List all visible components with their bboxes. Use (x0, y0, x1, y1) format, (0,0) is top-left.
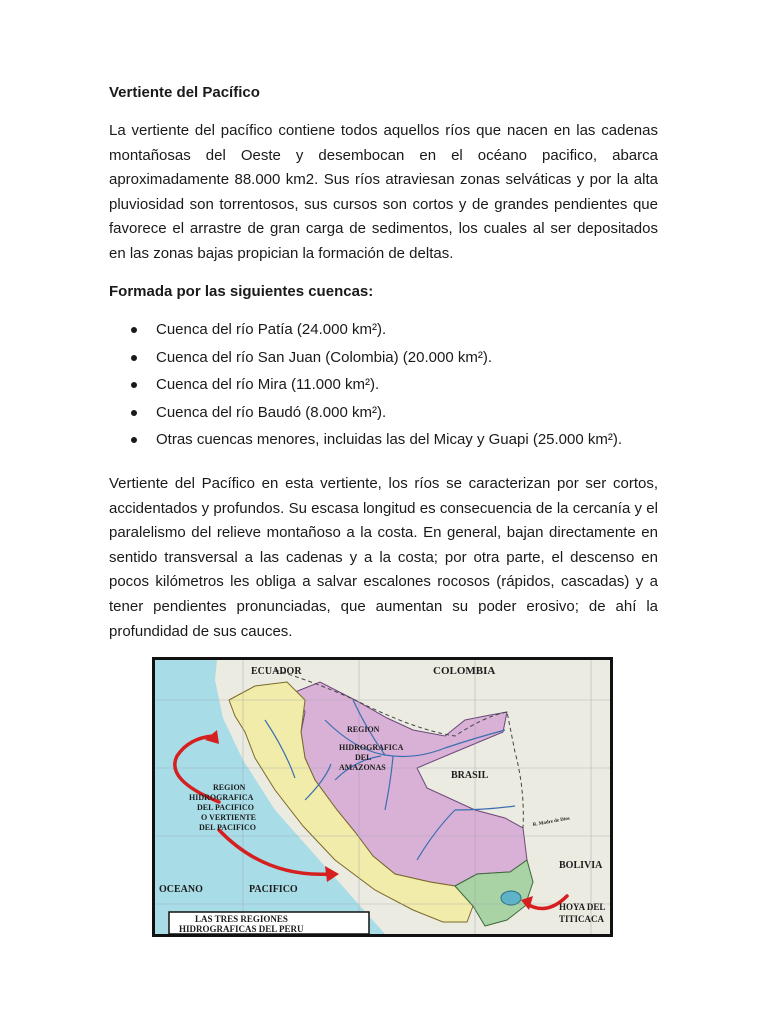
pacific-line-2: HIDROGRAFICA (189, 793, 254, 802)
pacific-line-5: DEL PACIFICO (199, 823, 256, 832)
list-item-text: Cuenca del río Baudó (8.000 km²). (156, 403, 387, 421)
pacific-line-3: DEL PACIFICO (197, 803, 254, 812)
list-item (130, 348, 670, 376)
list-item (130, 403, 670, 431)
list-item (130, 375, 670, 403)
label-ecuador: ECUADOR (251, 666, 302, 677)
amazon-line-2: HIDROGRAFICA (339, 743, 404, 752)
list-item (130, 430, 670, 458)
list-item-text: Otras cuencas menores, incluidas las del Micay y Guapi (25.000 km²). (156, 431, 623, 448)
label-pacifico: PACIFICO (249, 884, 298, 895)
basins-heading: Formada por las siguientes cuencas: (109, 283, 374, 300)
caption-line-1: LAS TRES REGIONES (195, 914, 288, 924)
basins-list (130, 320, 670, 458)
closing-paragraph: Vertiente del Pacífico en esta vertiente, los ríos se caracterizan por ser cortos, accidentados y profundos. Su escasa longitud es consecuencia de la cercanía y el paralelismo del relieve montañoso a la costa. En general, bajan directamente en sentido transversal a las cadenas y a la costa; por otra parte, el descenso en pocos kilómetros les obliga a salvar escalones rocosos (rápidos, cascadas) y a tener pendientes pronunciadas, que aumentan su poder erosivo; de ahí la profundidad de sus cauces. (109, 475, 658, 640)
bullet-icon (131, 437, 137, 443)
label-oceano: OCEANO (159, 884, 203, 895)
label-bolivia: BOLIVIA (559, 860, 603, 871)
list-item (130, 320, 670, 348)
titicaca-line-1: HOYA DEL (559, 902, 606, 912)
pacific-line-4: O VERTIENTE (201, 813, 256, 822)
pacific-line-1: REGION (213, 783, 246, 792)
amazon-line-1: REGION (347, 725, 380, 734)
bullet-icon (131, 327, 137, 333)
caption-line-2: HIDROGRAFICAS DEL PERU (179, 924, 304, 934)
bullet-icon (131, 410, 137, 416)
label-river: R. Madre de Dios (532, 816, 571, 828)
hydrographic-map (152, 657, 613, 937)
list-item-text: Cuenca del río San Juan (Colombia) (20.000 km²). (156, 348, 492, 366)
bullet-icon (131, 355, 137, 361)
bullet-icon (131, 382, 137, 388)
label-brasil: BRASIL (451, 770, 489, 781)
amazon-line-4: AMAZONAS (339, 763, 386, 772)
intro-paragraph: La vertiente del pacífico contiene todos aquellos ríos que nacen en las cadenas montañosas del Oeste y desembocan en el océano pacifico, abarca aproximadamente 88.000 km2. Sus ríos atraviesan zonas selváticas y por la alta pluviosidad son torrentosos, sus cursos son cortos y de grandes pendientes que favorece el arrastre de gran carga de sedimentos, los cuales al ser depositados en las zonas bajas propician la formación de deltas. (109, 122, 658, 262)
list-item-text: Cuenca del río Patía (24.000 km²). (156, 321, 387, 338)
label-colombia: COLOMBIA (433, 665, 496, 677)
titicaca-line-2: TITICACA (559, 914, 605, 924)
map-svg (155, 660, 610, 934)
amazon-line-3: DEL (355, 753, 372, 762)
lake-icon (501, 891, 521, 905)
section-heading: Vertiente del Pacífico (109, 84, 260, 101)
list-item-text: Cuenca del río Mira (11.000 km²). (156, 376, 380, 393)
